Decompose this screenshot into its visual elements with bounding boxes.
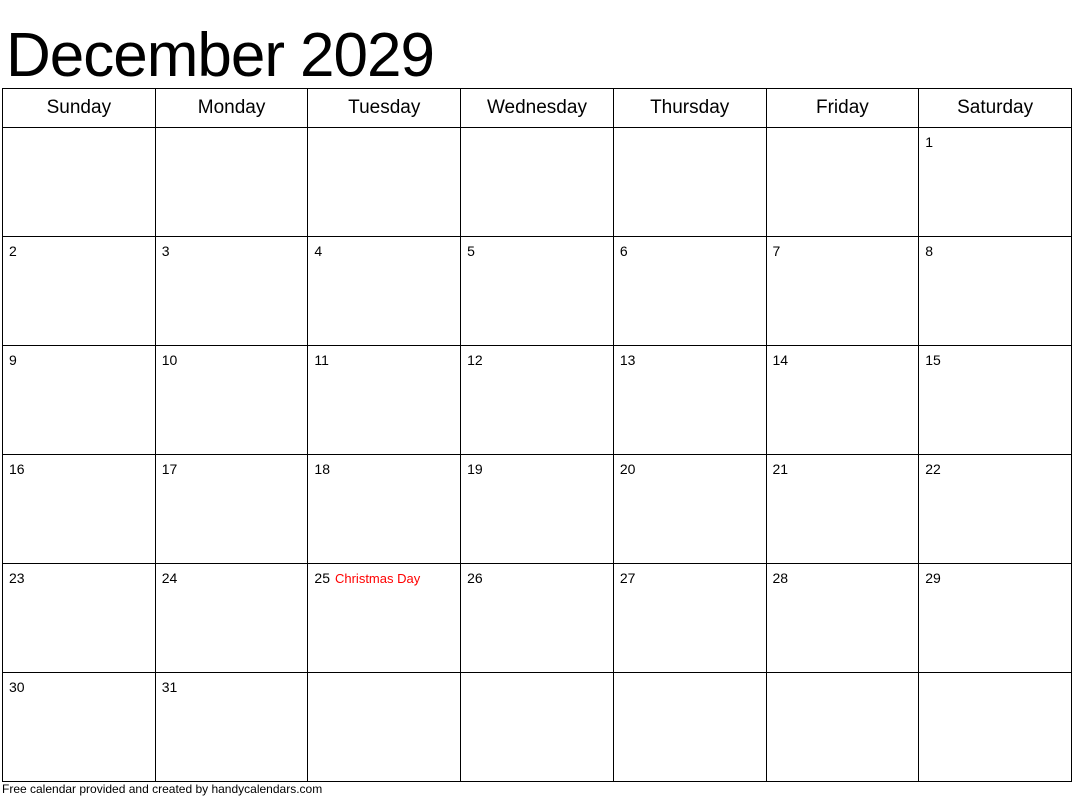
day-cell[interactable]	[308, 346, 461, 455]
day-cell[interactable]	[919, 346, 1072, 455]
day-cell[interactable]	[308, 128, 461, 237]
day-cell[interactable]	[919, 455, 1072, 564]
day-cell[interactable]	[919, 564, 1072, 673]
title-year: 2029	[300, 21, 434, 90]
day-number: 30	[9, 679, 25, 695]
day-number: 2	[9, 243, 17, 259]
day-cell[interactable]	[155, 237, 308, 346]
day-number: 20	[619, 461, 636, 477]
day-cell[interactable]	[766, 237, 919, 346]
title-month: December	[6, 21, 284, 90]
day-cell[interactable]	[919, 673, 1072, 782]
calendar-week-row	[3, 237, 1072, 346]
calendar-title	[0, 0, 1082, 88]
day-number: 12	[467, 352, 483, 368]
day-cell[interactable]	[155, 455, 308, 564]
day-number: 21	[772, 461, 789, 477]
day-cell[interactable]	[155, 346, 308, 455]
day-number: 28	[772, 570, 789, 586]
weekday-header-row	[3, 89, 1072, 128]
day-cell[interactable]	[766, 564, 919, 673]
day-cell[interactable]	[308, 455, 461, 564]
weekday-header-monday: Monday	[155, 89, 308, 128]
day-cell[interactable]	[766, 455, 919, 564]
day-cell[interactable]	[461, 346, 614, 455]
day-number: 14	[772, 352, 789, 368]
day-number: 17	[161, 461, 178, 477]
day-cell[interactable]	[3, 455, 156, 564]
calendar-week-row	[3, 673, 1072, 782]
day-number: 25	[314, 570, 330, 586]
day-cell[interactable]	[3, 128, 156, 237]
weekday-header-friday: Friday	[766, 89, 919, 128]
day-cell[interactable]	[461, 237, 614, 346]
day-cell[interactable]	[766, 673, 919, 782]
day-number: 23	[9, 570, 25, 586]
day-number: 27	[619, 570, 636, 586]
day-cell[interactable]	[308, 673, 461, 782]
day-number: 6	[619, 243, 628, 259]
day-cell[interactable]	[613, 564, 766, 673]
day-cell[interactable]	[613, 128, 766, 237]
weekday-header-saturday: Saturday	[919, 89, 1072, 128]
day-cell[interactable]	[461, 673, 614, 782]
day-number: 22	[925, 461, 941, 477]
day-number: 3	[161, 243, 170, 259]
day-number: 4	[314, 243, 323, 259]
day-cell[interactable]	[155, 564, 308, 673]
day-holiday-label: Christmas Day	[334, 571, 421, 586]
day-number: 7	[772, 243, 781, 259]
day-number: 26	[467, 570, 483, 586]
day-cell[interactable]	[461, 128, 614, 237]
day-number: 8	[925, 243, 934, 259]
calendar-week-row	[3, 564, 1072, 673]
day-number: 13	[619, 352, 636, 368]
calendar-grid	[2, 88, 1072, 782]
day-cell[interactable]	[461, 455, 614, 564]
day-number: 9	[9, 352, 17, 368]
day-number: 24	[161, 570, 178, 586]
day-cell[interactable]	[3, 564, 156, 673]
day-cell[interactable]	[461, 564, 614, 673]
day-cell[interactable]	[155, 673, 308, 782]
day-cell[interactable]	[613, 455, 766, 564]
day-cell[interactable]	[919, 237, 1072, 346]
weekday-header-sunday: Sunday	[3, 89, 156, 128]
day-cell[interactable]	[308, 564, 461, 673]
day-number: 5	[467, 243, 475, 259]
calendar-week-row	[3, 346, 1072, 455]
day-cell[interactable]	[613, 346, 766, 455]
calendar-week-row	[3, 128, 1072, 237]
day-cell[interactable]	[766, 128, 919, 237]
day-number: 31	[161, 679, 178, 695]
day-number: 18	[314, 461, 330, 477]
day-cell[interactable]	[155, 128, 308, 237]
day-number: 19	[467, 461, 483, 477]
day-number: 11	[314, 352, 329, 368]
weekday-header-tuesday: Tuesday	[308, 89, 461, 128]
day-cell[interactable]	[308, 237, 461, 346]
day-cell[interactable]	[766, 346, 919, 455]
day-number: 1	[925, 134, 934, 150]
day-cell[interactable]	[919, 128, 1072, 237]
day-cell[interactable]	[3, 237, 156, 346]
day-number: 16	[9, 461, 25, 477]
day-cell[interactable]	[3, 673, 156, 782]
day-cell[interactable]	[613, 673, 766, 782]
day-cell[interactable]	[613, 237, 766, 346]
day-cell[interactable]	[3, 346, 156, 455]
day-number: 29	[925, 570, 941, 586]
weekday-header-thursday: Thursday	[613, 89, 766, 128]
weekday-header-wednesday: Wednesday	[461, 89, 614, 128]
calendar-week-row	[3, 455, 1072, 564]
day-number: 15	[925, 352, 941, 368]
footer-credit: Free calendar provided and created by handycalendars.com	[2, 782, 323, 796]
day-number: 10	[161, 352, 178, 368]
